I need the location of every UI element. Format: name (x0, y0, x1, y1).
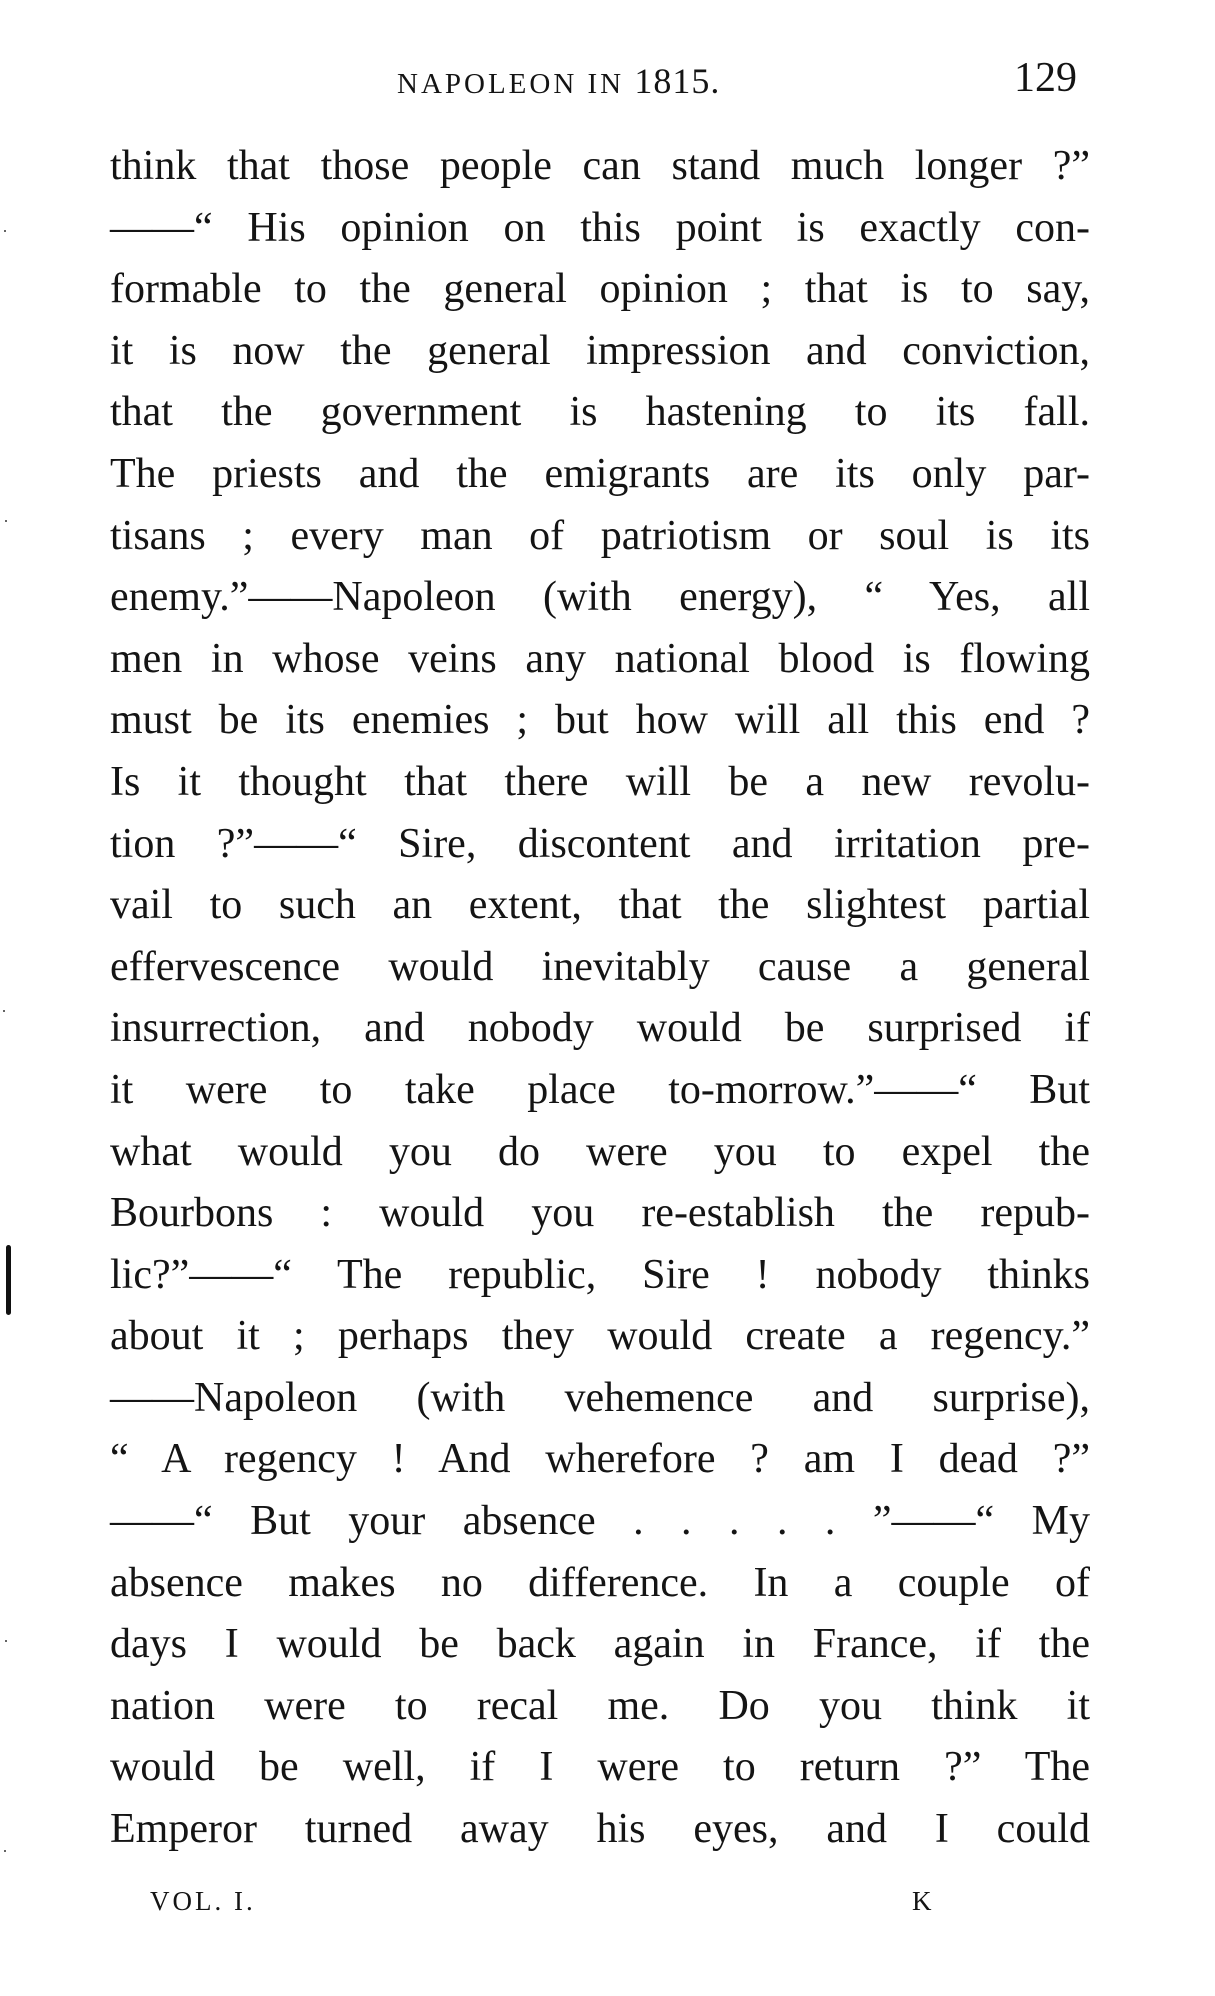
text-line: it is now the general impression and conviction, (110, 327, 1090, 374)
scan-speck (4, 1850, 6, 1852)
text-line: effervescence would inevitably cause a general (110, 943, 1090, 990)
text-line: The priests and the emigrants are its only par- (110, 450, 1090, 497)
text-line: ——“ His opinion on this point is exactly con- (110, 204, 1090, 251)
scan-speck (4, 230, 6, 232)
text-line: Is it thought that there will be a new revolu- (110, 758, 1090, 805)
text-line: must be its enemies ; but how will all this end ? (110, 697, 1090, 744)
text-line: tisans ; every man of patriotism or soul is its (110, 512, 1090, 559)
text-line: tion ?”——“ Sire, discontent and irritation pre- (110, 820, 1090, 867)
scan-speck (3, 1010, 5, 1012)
running-head (0, 52, 1215, 112)
page-number: 129 (1014, 55, 1077, 101)
text-line: lic?”——“ The republic, Sire ! nobody thinks (110, 1251, 1090, 1298)
volume-label: VOL. I. (150, 1886, 256, 1916)
body-text (110, 136, 1090, 1861)
text-line: that the government is hastening to its fall. (110, 389, 1090, 436)
text-line: ——“ But your absence . . . . . ”——“ My (110, 1498, 1090, 1545)
signature-mark: K (912, 1886, 932, 1916)
running-title-year: 1815. (634, 61, 721, 101)
text-line: men in whose veins any national blood is flowing (110, 635, 1090, 682)
text-line: formable to the general opinion ; that is to say, (110, 266, 1090, 313)
running-title (397, 60, 720, 102)
text-line: what would you do were you to expel the (110, 1128, 1090, 1175)
scan-speck (6, 1245, 11, 1315)
text-line: think that those people can stand much longer ?” (110, 143, 1090, 189)
text-line: insurrection, and nobody would be surprised if (110, 1005, 1090, 1052)
text-line: enemy.”——Napoleon (with energy), “ Yes, all (110, 574, 1090, 621)
text-line: about it ; perhaps they would create a regency.” (110, 1313, 1090, 1360)
text-line: it were to take place to-morrow.”——“ But (110, 1066, 1090, 1113)
scan-speck (5, 1640, 7, 1642)
running-title-text: NAPOLEON IN (397, 68, 625, 100)
text-line: nation were to recal me. Do you think it (110, 1682, 1090, 1729)
page-footer (0, 1886, 1215, 1936)
text-line: “ A regency ! And wherefore ? am I dead ?” (110, 1436, 1090, 1483)
text-line: absence makes no difference. In a couple of (110, 1559, 1090, 1606)
text-line: days I would be back again in France, if the (110, 1621, 1090, 1668)
text-line: vail to such an extent, that the slightest partial (110, 882, 1090, 929)
text-line: Emperor turned away his eyes, and I could (110, 1806, 1090, 1853)
text-line: ——Napoleon (with vehemence and surprise), (110, 1374, 1090, 1421)
scan-speck (5, 520, 7, 522)
text-line: Bourbons : would you re-establish the repub- (110, 1190, 1090, 1237)
text-line: would be well, if I were to return ?” The (110, 1744, 1090, 1791)
